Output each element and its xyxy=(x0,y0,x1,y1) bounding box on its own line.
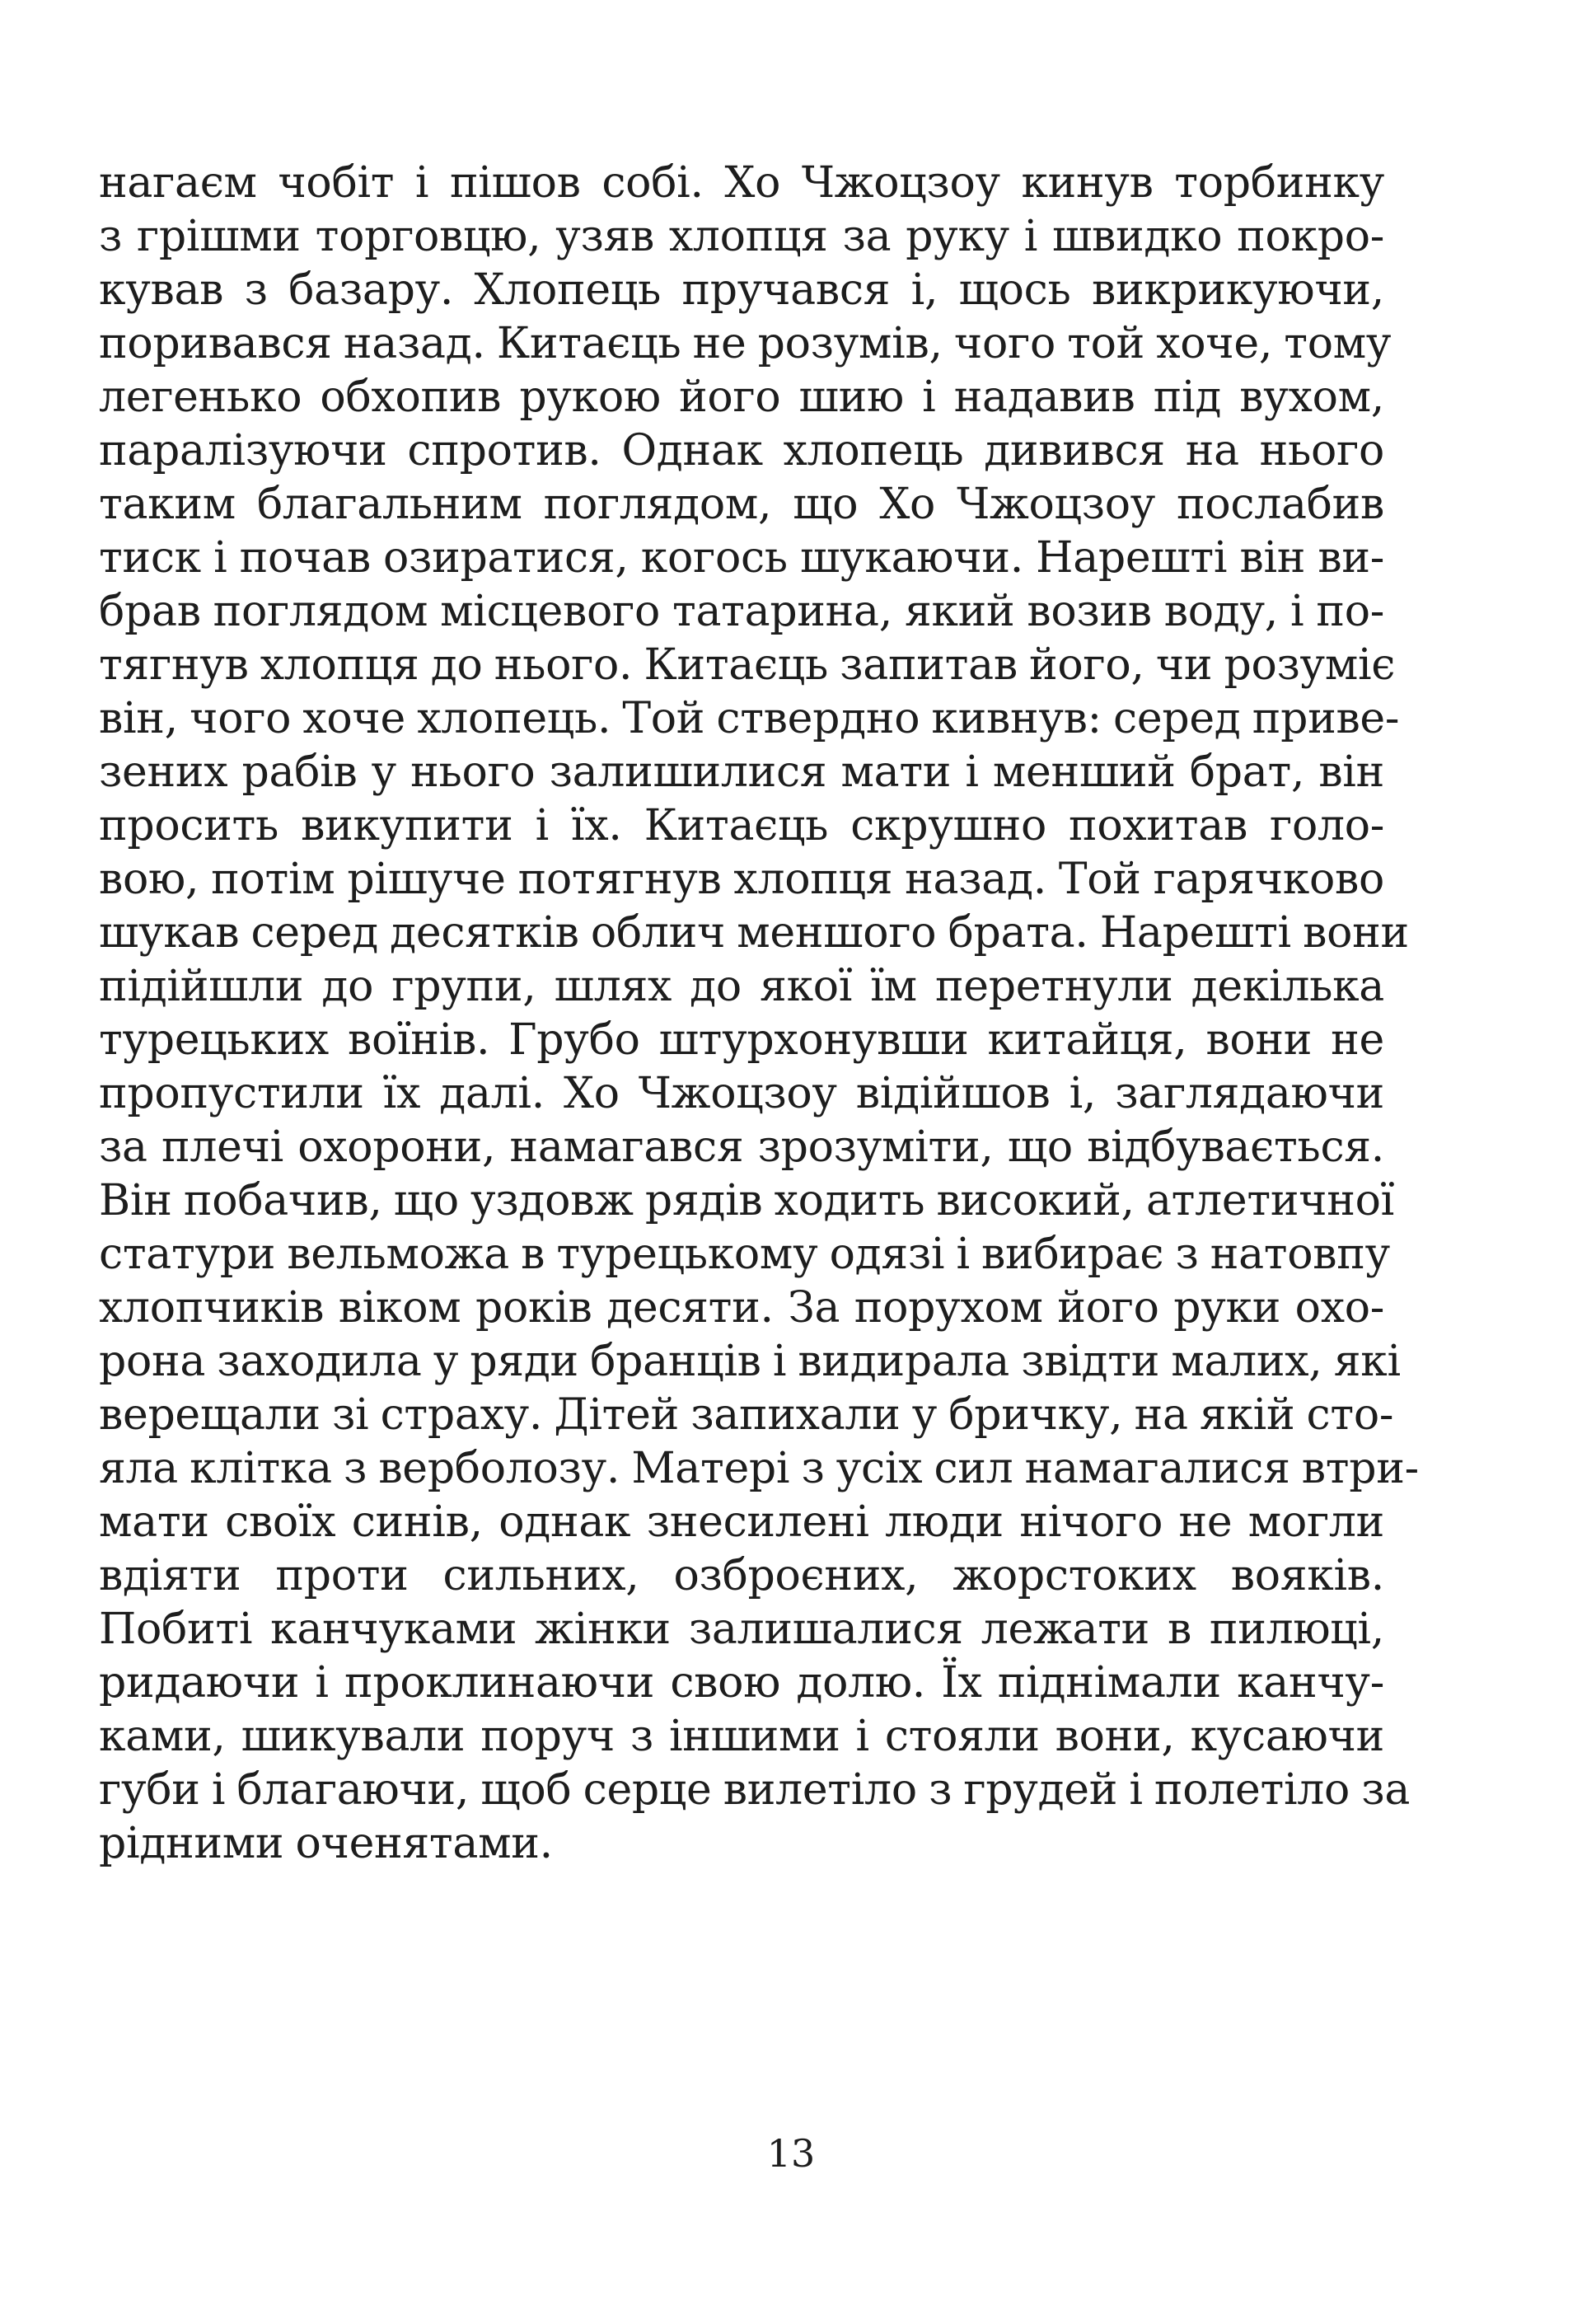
page-number: 13 xyxy=(766,2131,816,2176)
text-line: тягнув хлопця до нього. Китаєць запитав його, чи розуміє xyxy=(99,640,1396,690)
text-line: паралізуючи спротив. Однак хлопець дивився на нього xyxy=(99,426,1384,476)
text-line: підійшли до групи, шлях до якої їм перетнули декілька xyxy=(99,962,1384,1011)
body-text xyxy=(99,157,1419,1871)
text-line: вою, потім рішуче потягнув хлопця назад. Той гарячково xyxy=(99,855,1384,904)
text-line: кував з базару. Хлопець пручався і, щось викрикуючи, xyxy=(99,265,1384,315)
text-line: ридаючи і проклинаючи свою долю. Їх піднімали канчу- xyxy=(99,1658,1384,1708)
text-line: верещали зі страху. Дітей запихали у бричку, на якій сто- xyxy=(99,1390,1394,1440)
text-line: мати своїх синів, однак знесилені люди нічого не могли xyxy=(99,1497,1384,1547)
text-line: за плечі охорони, намагався зрозуміти, що відбувається. xyxy=(99,1122,1384,1172)
text-line: Він побачив, що уздовж рядів ходить високий, атлетичної xyxy=(99,1176,1394,1225)
text-line: просить викупити і їх. Китаєць скрушно похитав голо- xyxy=(99,801,1384,850)
text-line: яла клітка з верболозу. Матері з усіх сил намагалися втри- xyxy=(99,1444,1419,1493)
text-line: турецьких воїнів. Грубо штурхонувши китайця, вони не xyxy=(99,1015,1384,1065)
text-line: нагаєм чобіт і пішов собі. Хо Чжоцзоу кинув торбинку xyxy=(99,158,1384,208)
text-line: рідними оченятами. xyxy=(99,1819,553,1868)
text-line: брав поглядом місцевого татарина, який возив воду, і по- xyxy=(99,587,1384,636)
text-line: рона заходила у ряди бранців і видирала звідти малих, які xyxy=(99,1337,1401,1386)
text-line: ками, шикували поруч з іншими і стояли вони, кусаючи xyxy=(99,1712,1384,1761)
text-line: він, чого хоче хлопець. Той ствердно кивнув: серед приве- xyxy=(99,694,1400,743)
text-line: пропустили їх далі. Хо Чжоцзоу відійшов і, заглядаючи xyxy=(99,1069,1384,1118)
text-line: шукав серед десятків облич меншого брата. Нарешті вони xyxy=(99,908,1409,958)
text-line: губи і благаючи, щоб серце вилетіло з грудей і полетіло за xyxy=(99,1765,1411,1815)
text-line: статури вельможа в турецькому одязі і вибирає з натовпу xyxy=(99,1230,1390,1279)
text-line: зених рабів у нього залишилися мати і менший брат, він xyxy=(99,747,1384,797)
text-line: легенько обхопив рукою його шию і надавив під вухом, xyxy=(99,372,1384,422)
text-line: з грішми торговцю, узяв хлопця за руку і швидко покро- xyxy=(99,212,1384,261)
text-line: поривався назад. Китаєць не розумів, чого той хоче, тому xyxy=(99,319,1392,368)
text-line: таким благальним поглядом, що Хо Чжоцзоу послабив xyxy=(99,480,1384,529)
text-line: тиск і почав озиратися, когось шукаючи. Нарешті він ви- xyxy=(99,533,1384,583)
text-line: вдіяти проти сильних, озброєних, жорстоких вояків. xyxy=(99,1551,1384,1600)
text-line: хлопчиків віком років десяти. За порухом його руки охо- xyxy=(99,1283,1384,1333)
text-line: Побиті канчуками жінки залишалися лежати в пилюці, xyxy=(99,1605,1384,1654)
